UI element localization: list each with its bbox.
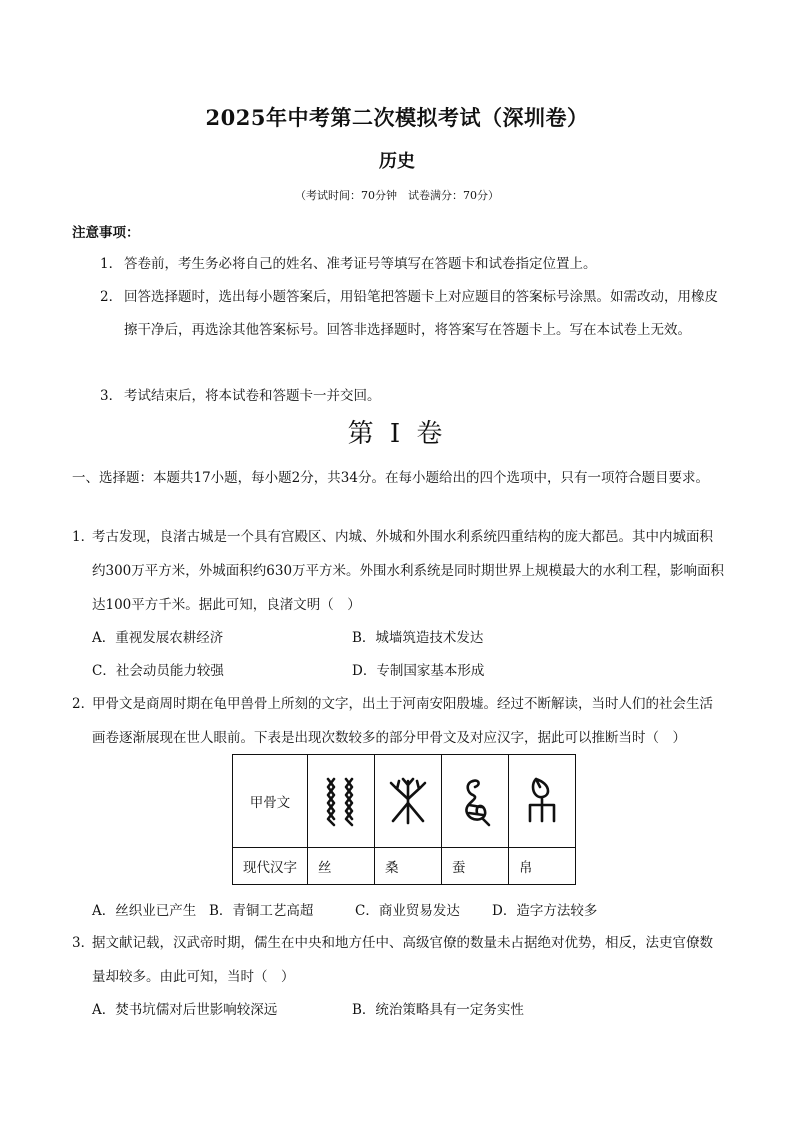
option-a[interactable]: A．焚书坑儒对后世影响较深远 (92, 1002, 278, 1018)
notice-item (100, 248, 722, 281)
question-3 (72, 926, 726, 994)
notice-item-number: 1． (100, 256, 123, 272)
exam-info: （考试时间：70分钟 试卷满分：70分） (295, 189, 499, 202)
volume-heading: 第 I 卷 (347, 419, 447, 449)
notice-item-number: 3． (100, 388, 123, 404)
option-c[interactable]: C．商业贸易发达 (355, 903, 460, 919)
question-stem: 据文献记载，汉武帝时期，儒生在中央和地方任中、高级官僚的数量未占据绝对优势，相反，法吏官僚数量却较多。由此可知，当时（ ） (92, 935, 713, 985)
modern-char: 丝 (308, 848, 375, 885)
subject-title: 历史 (379, 151, 415, 172)
modern-char: 桑 (375, 848, 442, 885)
notice-item-text: 回答选择题时，选出每小题答案后，用铅笔把答题卡上对应题目的答案标号涂黑。如需改动，用橡皮擦干净后，再选涂其他答案标号。回答非选择题时，将答案写在答题卡上。写在本试卷上无效。 (124, 289, 718, 338)
option-b[interactable]: B．青铜工艺高超 (209, 903, 314, 919)
question-number: 1． (72, 529, 95, 545)
option-d[interactable]: D．造字方法较多 (492, 903, 598, 919)
option-d[interactable]: D．专制国家基本形成 (352, 663, 485, 679)
table-row-label: 现代汉字 (233, 848, 308, 885)
notice-title: 注意事项： (72, 225, 140, 241)
can-glyph-icon (442, 755, 509, 848)
question-number: 2． (72, 696, 95, 712)
si-glyph-icon (308, 755, 375, 848)
option-a[interactable]: A．丝织业已产生 (92, 903, 197, 919)
bo-glyph-icon (509, 755, 576, 848)
notice-item-text: 考试结束后，将本试卷和答题卡一并交回。 (124, 388, 381, 404)
option-c[interactable]: C．社会动员能力较强 (92, 663, 224, 679)
section-heading: 一、选择题：本题共17小题，每小题2分，共34分。在每小题给出的四个选项中，只有一项符合题目要求。 (72, 470, 709, 486)
question-1 (72, 520, 726, 622)
notice-item (100, 380, 722, 413)
oracle-bone-table (232, 754, 576, 885)
notice-item (100, 281, 722, 347)
sang-glyph-icon (375, 755, 442, 848)
exam-title: 2025年中考第二次模拟考试（深圳卷） (205, 105, 589, 130)
notice-item-number: 2． (100, 289, 123, 305)
notice-item-text: 答卷前，考生务必将自己的姓名、准考证号等填写在答题卡和试卷指定位置上。 (124, 256, 597, 272)
question-stem: 考古发现，良渚古城是一个具有宫殿区、内城、外城和外围水利系统四重结构的庞大都邑。其中内城面积约300万平方米，外城面积约630万平方米。外围水利系统是同时期世界上规模最大的水利工程，影响面积达100平方千米。据此可知，良渚文明（ ） (92, 529, 725, 613)
modern-char: 蚕 (442, 848, 509, 885)
question-number: 3． (72, 935, 95, 951)
question-2 (72, 687, 726, 755)
modern-char: 帛 (509, 848, 576, 885)
question-stem: 甲骨文是商周时期在龟甲兽骨上所刻的文字，出土于河南安阳殷墟。经过不断解读，当时人们的社会生活画卷逐渐展现在世人眼前。下表是出现次数较多的部分甲骨文及对应汉字，据此可以推断当时（ ） (92, 696, 713, 746)
option-b[interactable]: B．城墙筑造技术发达 (352, 630, 484, 646)
option-b[interactable]: B．统治策略具有一定务实性 (352, 1002, 524, 1018)
option-a[interactable]: A．重视发展农耕经济 (92, 630, 224, 646)
table-row-label: 甲骨文 (233, 755, 308, 848)
